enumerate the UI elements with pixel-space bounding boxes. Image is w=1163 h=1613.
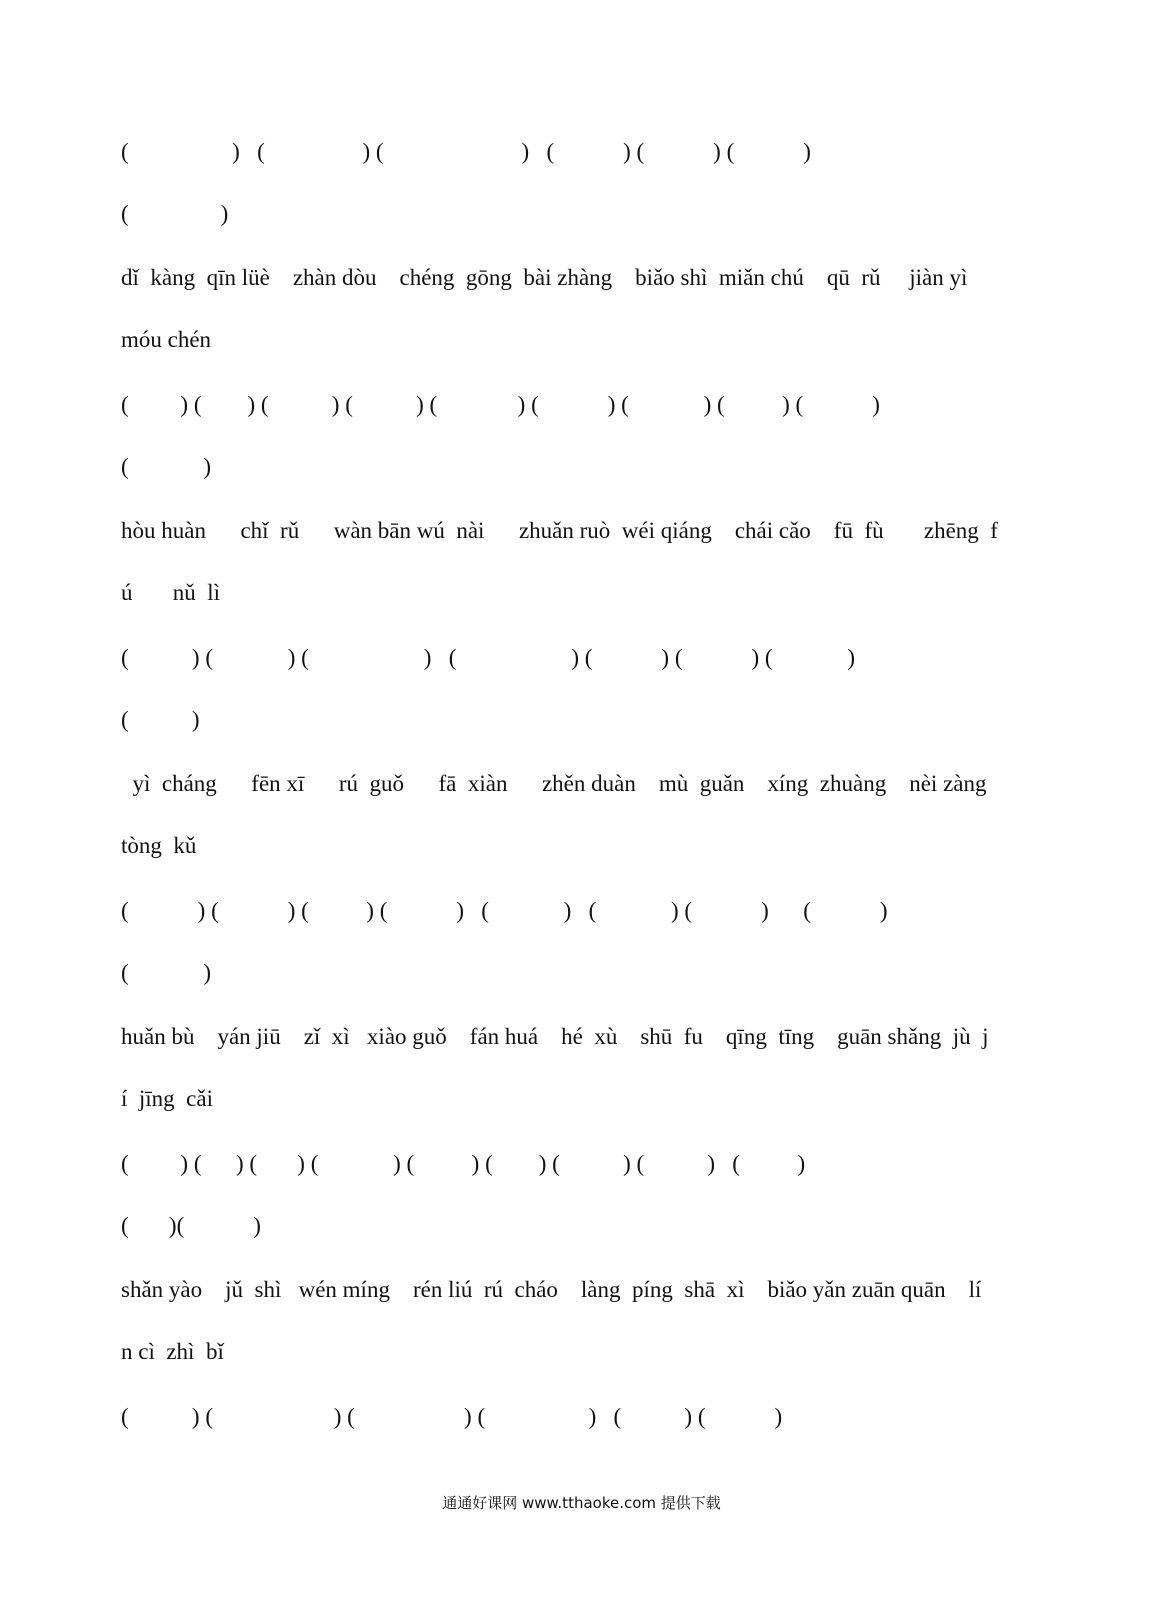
pinyin-row: n cì zhì bǐ [121,1339,224,1364]
pinyin-row: tòng kǔ [121,833,197,858]
page-footer: 通通好课网 www.tthaoke.com 提供下载 [442,1494,721,1512]
pinyin-row: ú nǔ lì [121,580,221,605]
answer-blanks-row: ( ) ( ) ( ) ( ) ( ) ( ) [121,1404,783,1429]
pinyin-row: hòu huàn chǐ rǔ wàn bān wú nài zhuǎn ruò wéi qiáng chái cǎo fū fù zhēng f [121,518,998,543]
pinyin-row: shǎn yào jǔ shì wén míng rén liú rú cháo làng píng shā xì biǎo yǎn zuān quān lí [121,1277,982,1302]
pinyin-row: í jīng cǎi [121,1086,213,1111]
pinyin-row: móu chén [121,327,212,352]
pinyin-row: huǎn bù yán jiū zǐ xì xiào guǒ fán huá hé xù shū fu qīng tīng guān shǎng jù j [121,1024,989,1049]
answer-blanks-row: ( ) ( ) ( ) ( ) ( ) ( ) ( ) [121,645,855,670]
answer-blanks-row: ( ) ( ) ( ) ( ) ( ) ( ) [121,139,811,164]
answer-blanks-row: ( ) ( ) ( ) ( ) ( ) ( ) ( ) ( ) [121,898,888,923]
answer-blanks-row: ( )( ) [121,1213,261,1238]
pinyin-row: yì cháng fēn xī rú guǒ fā xiàn zhěn duàn mù guǎn xíng zhuàng nèi zàng [121,771,987,796]
answer-blanks-row: ( ) [121,960,212,985]
answer-blanks-row: ( ) ( ) ( ) ( ) ( ) ( ) ( ) ( ) ( ) [121,1151,806,1176]
answer-blanks-row: ( ) ( ) ( ) ( ) ( ) ( ) ( ) ( ) ( ) [121,392,880,417]
answer-blanks-row: ( ) [121,201,229,226]
pinyin-row: dǐ kàng qīn lüè zhàn dòu chéng gōng bài zhàng biǎo shì miǎn chú qū rǔ jiàn yì [121,265,968,290]
answer-blanks-row: ( ) [121,707,200,732]
answer-blanks-row: ( ) [121,454,212,479]
